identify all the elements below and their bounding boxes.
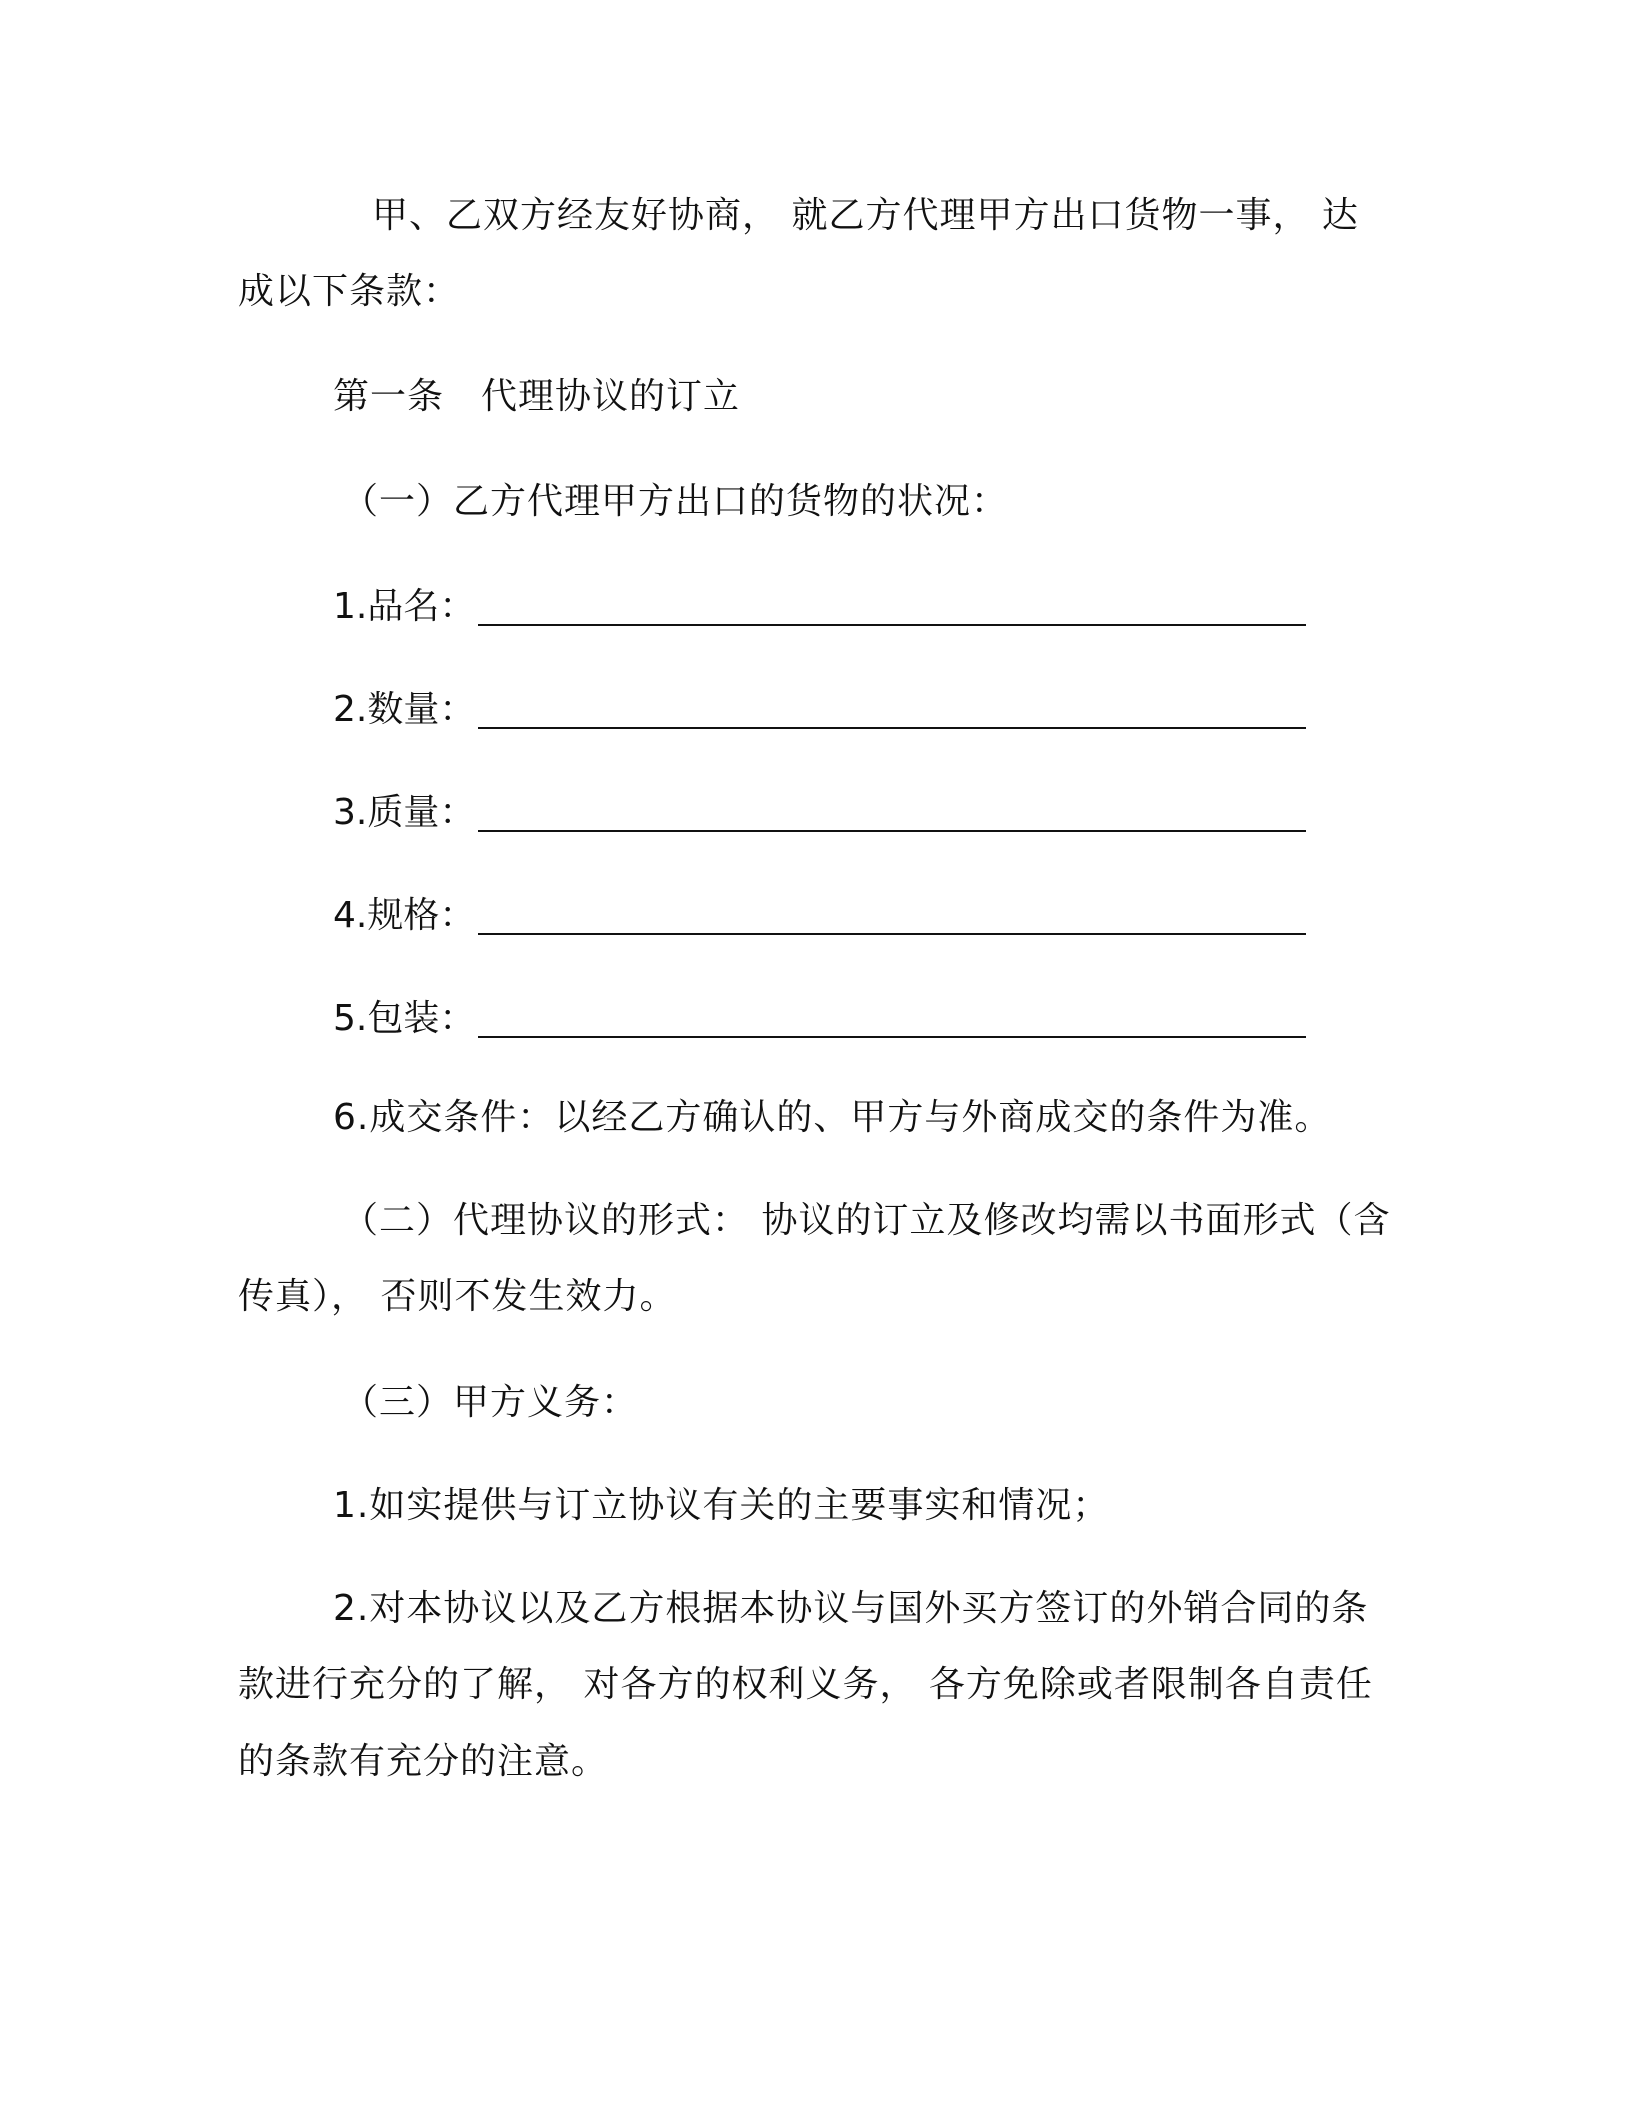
field-blank-quantity[interactable] — [478, 727, 1306, 729]
field-blank-quality[interactable] — [478, 830, 1306, 832]
section-2-line-2: 传真）， 否则不发生效力。 — [238, 1276, 677, 1317]
field-label-quantity: 2.数量： — [333, 689, 476, 730]
article-1-title: 第一条 代理协议的订立 — [333, 376, 741, 417]
section-1-item-6: 6.成交条件：以经乙方确认的、甲方与外商成交的条件为准。 — [333, 1097, 1332, 1138]
section-3-heading: （三）甲方义务： — [342, 1382, 639, 1423]
field-label-product-name: 1.品名： — [333, 586, 476, 627]
field-label-packaging: 5.包装： — [333, 998, 476, 1039]
section-3-item-2-line-1: 2.对本协议以及乙方根据本协议与国外买方签订的外销合同的条 — [333, 1588, 1369, 1629]
section-1-heading: （一）乙方代理甲方出口的货物的状况： — [342, 481, 1009, 522]
section-3-item-2-line-2: 款进行充分的了解， 对各方的权利义务， 各方免除或者限制各自责任 — [238, 1664, 1373, 1705]
section-3-item-2-line-3: 的条款有充分的注意。 — [238, 1741, 609, 1782]
section-3-item-1: 1.如实提供与订立协议有关的主要事实和情况； — [333, 1485, 1110, 1526]
field-blank-packaging[interactable] — [478, 1036, 1306, 1038]
intro-line-2: 成以下条款： — [238, 271, 461, 312]
field-label-quality: 3.质量： — [333, 792, 476, 833]
intro-line-1: 甲、乙双方经友好协商， 就乙方代理甲方出口货物一事， 达 — [372, 195, 1359, 236]
field-label-specification: 4.规格： — [333, 895, 476, 936]
field-blank-specification[interactable] — [478, 933, 1306, 935]
section-2-line-1: （二）代理协议的形式： 协议的订立及修改均需以书面形式（含 — [342, 1200, 1391, 1241]
field-blank-product-name[interactable] — [478, 624, 1306, 626]
